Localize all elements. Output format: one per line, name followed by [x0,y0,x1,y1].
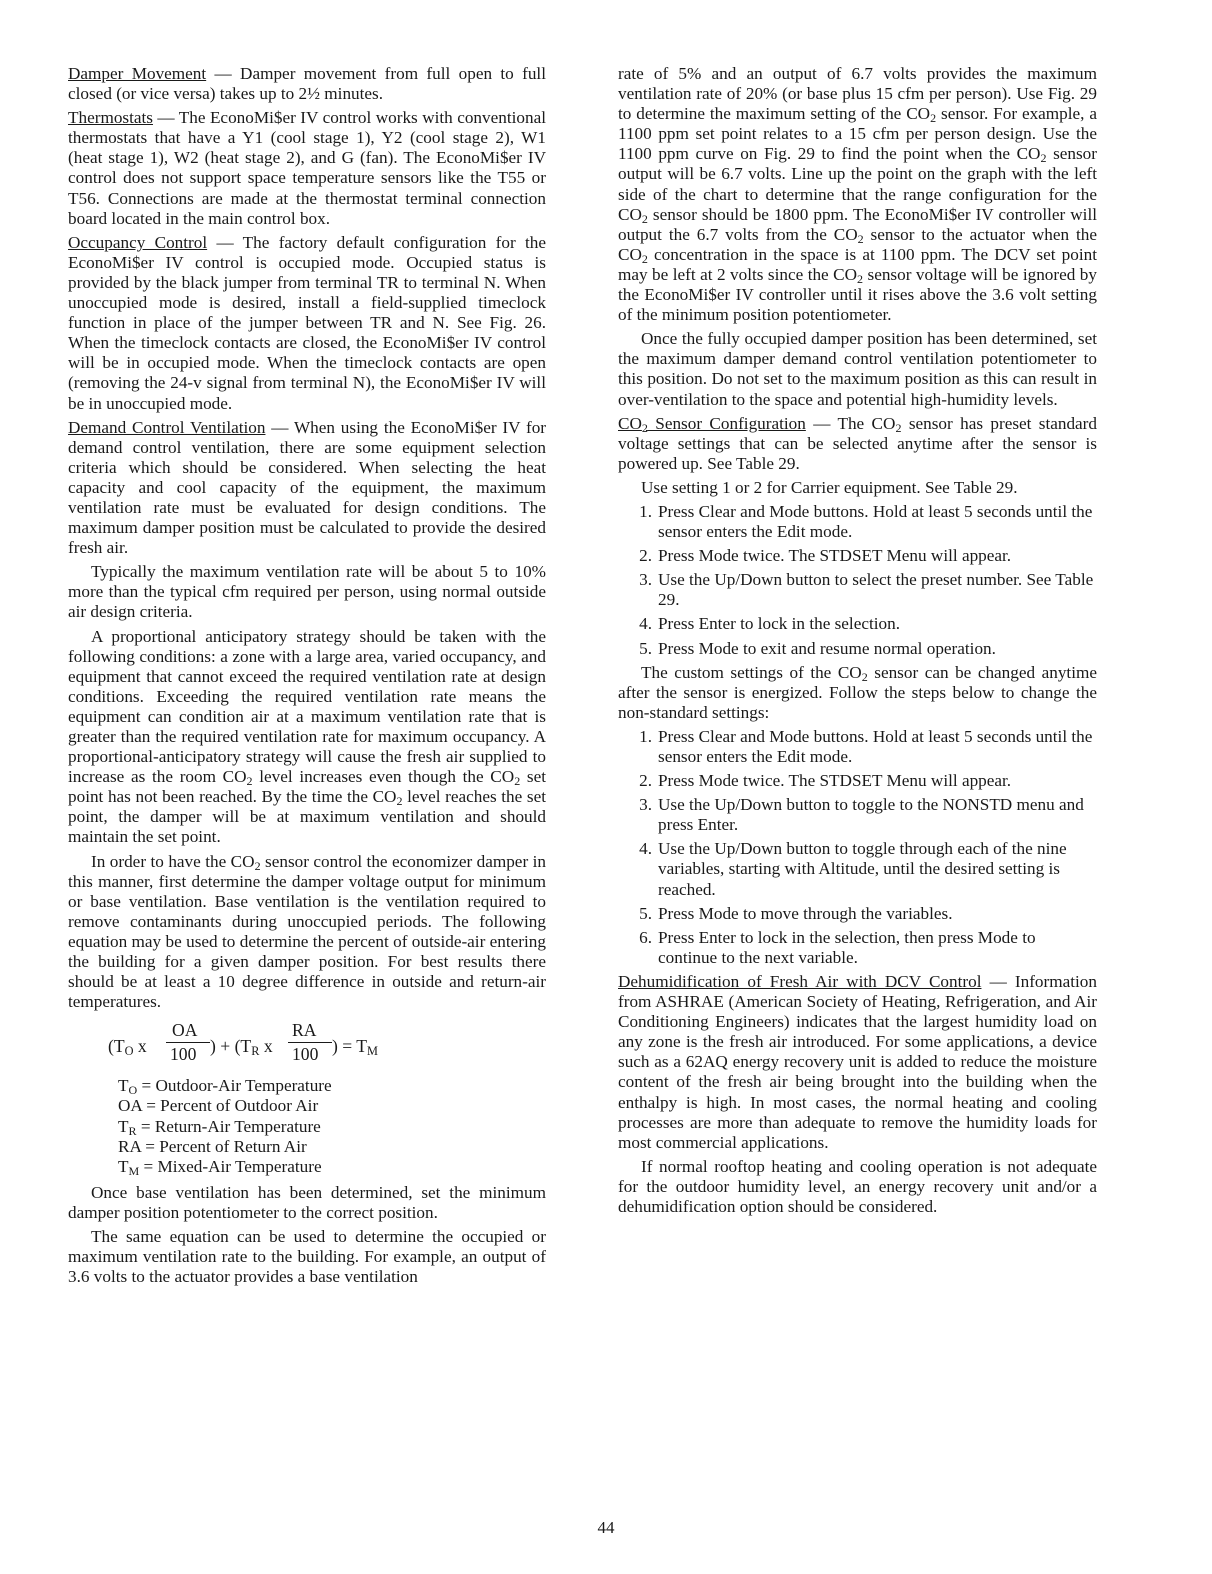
step-number: 6. [639,927,652,947]
text: set point has not been reached. By the time the CO [68,767,546,807]
step-number: 2. [639,546,652,566]
text: CO [618,413,642,433]
text: concentration in the space is at 1100 ppm. The DCV set point may be left at 2 volts since the CO [618,244,1097,284]
formula-text: (T [108,1036,125,1057]
formula-denominator: 100 [292,1044,319,1065]
paragraph-demand-control-ventilation [68,418,546,559]
text: sensor. For example, a 1100 ppm set point relates to a 15 cfm per person design. Use the 1100 ppm curve on Fig. 29 to find the point when the CO [618,104,1097,164]
text: level reaches the set point, the damper will be at maximum ventilation and should maintain the set point. [68,787,546,847]
text: — The factory default configuration for the EconoMi$er IV control is occupied mode. Occupied status is provided by the black jumper from terminal TR to terminal N. When unoccupied mode is desired, install a field-supplied timeclock function in place of the jumper between TR and N. See Fig. 26. When the timeclock contacts are closed, the EconoMi$er IV control will be in occupied mode. When the timeclock contacts are open (removing the 24-v signal from terminal N), the EconoMi$er IV will be in unoccupied mode. [68,232,546,413]
symbol: OA [118,1096,142,1116]
symbol: T [118,1116,129,1136]
definition-text: = Percent of Outdoor Air [141,1096,319,1116]
paragraph-custom-settings [618,663,1097,723]
list-item [618,928,1097,968]
subscript: 2 [396,794,403,809]
text: Sensor Configuration [647,413,806,433]
text: A proportional anticipatory strategy should be taken with the following conditions: a zone with a large area, varied occupancy, and equipment that cannot exceed the required ventilation rate at design conditions. Exceeding the required ventilation rate means the equipment can condition air at a maximum ventilation rate that is greater than the required ventilation rate for maximum occupancy. A proportional-anticipatory strategy will cause the fresh air supplied to increase as the room CO [68,626,546,787]
formula-text: x [263,1036,273,1057]
subscript: 2 [857,231,864,246]
subscript: M [367,1044,378,1059]
subscript: 2 [641,420,648,435]
step-text: Use the Up/Down button to select the preset number. See Table 29. [658,570,1094,610]
step-number: 4. [639,839,652,859]
paragraph-fully-occupied: Once the fully occupied damper position has been determined, set the maximum damper demand control ventilation potentiometer to this position. Do not set to the maximum position as this can result in over-ventilation to the space and potential high-humidity levels. [618,329,1097,409]
text: sensor has preset standard voltage settings that can be selected anytime after the sensor is powered up. See Table 29. [618,413,1098,473]
text: sensor can be changed anytime after the sensor is energized. Follow the steps below to change the non-standard settings: [618,662,1097,722]
step-text: Press Clear and Mode buttons. Hold at least 5 seconds until the sensor enters the Edit mode. [658,726,1093,766]
list-item [618,771,1097,791]
formula-numerator-ra: RA [292,1020,317,1041]
fraction-bar [166,1042,210,1043]
formula-text: ) = T [332,1036,368,1057]
text: — Damper movement from full open to full closed (or vice versa) takes up to 2½ minutes. [68,64,546,104]
formula-numerator-oa: OA [172,1020,198,1041]
mixed-air-equation [68,1020,546,1072]
list-item [618,795,1097,835]
definition-to [118,1076,546,1096]
paragraph-energy-recovery: If normal rooftop heating and cooling operation is not adequate for the outdoor humidity level, an energy recovery unit and/or a dehumidification option should be considered. [618,1156,1097,1216]
subscript: 2 [930,111,937,126]
paragraph-base-ventilation: Once base ventilation has been determined, set the minimum damper position potentiometer to the correct position. [68,1182,546,1222]
symbol: T [118,1076,129,1096]
list-item [618,546,1097,566]
step-number: 4. [639,614,652,634]
heading-thermostats: Thermostats [68,108,153,128]
text: — Information from ASHRAE (American Society of Heating, Refrigeration, and Air Conditioning Engineers) indicates that the largest humidity load on any zone is the fresh air introduced. For some applications, a device such as a 62AQ energy recovery unit is added to reduce the moisture content of the fresh air being brought into the building when the enthalpy is high. In most cases, the normal heating and cooling processes are more than adequate to remove the humidity loads for most commercial applications. [618,971,1097,1152]
subscript: R [251,1044,260,1059]
step-text: Press Mode to exit and resume normal operation. [658,638,996,658]
list-item [618,904,1097,924]
list-item [618,502,1097,542]
subscript: O [124,1044,134,1059]
subscript: R [128,1123,137,1138]
step-number: 3. [639,795,652,815]
formula-text: ) + (T [210,1036,252,1057]
paragraph-use-setting: Use setting 1 or 2 for Carrier equipment. See Table 29. [641,477,1018,497]
formula-denominator: 100 [170,1044,197,1065]
paragraph-same-equation: The same equation can be used to determine the occupied or maximum ventilation rate to the building. For example, an output of 3.6 volts to the actuator provides a base ventilation [68,1226,546,1287]
paragraph-occupancy-control [68,233,546,414]
heading-demand-control-ventilation: Demand Control Ventilation [68,417,266,437]
paragraph-dehumidification [618,972,1097,1153]
symbol: T [118,1156,129,1176]
paragraph-thermostats [68,108,546,229]
text: — When using the EconoMi$er IV for demand control ventilation, there are some equipment selection criteria which should be considered. When selecting the heat capacity and cool capacity of the equipment, the maximum ventilation rate must be evaluated for design conditions. The maximum damper position must be calculated to provide the desired fresh air. [68,417,547,558]
text: level increases even though the CO [252,767,515,787]
fraction-bar [288,1042,332,1043]
symbol: RA [118,1136,141,1156]
page-number: 44 [597,1518,615,1537]
list-item [618,614,1097,634]
step-number: 2. [639,771,652,791]
step-text: Press Clear and Mode buttons. Hold at least 5 seconds until the sensor enters the Edit mode. [658,501,1093,542]
step-text: Press Mode twice. The STDSET Menu will appear. [658,546,1012,566]
formula-text: x [137,1036,147,1057]
definition-text: = Mixed-Air Temperature [139,1156,322,1176]
text: The custom settings of the CO [641,662,862,682]
subscript: 2 [246,774,253,789]
definition-text: = Outdoor-Air Temperature [137,1076,332,1096]
list-item [618,570,1097,610]
definition-oa [118,1096,546,1116]
paragraph-sensor-control [68,852,546,1013]
definition-tm [118,1157,546,1177]
subscript: 2 [641,211,648,226]
definition-ra [118,1137,546,1157]
heading-dehumidification: Dehumidification of Fresh Air with DCV Control [618,971,982,991]
definition-tr [118,1117,546,1137]
step-number: 5. [639,903,652,923]
formula-part [108,1036,147,1059]
subscript: 2 [895,420,902,435]
text: sensor to the actuator when the CO [618,224,1097,264]
text: In order to have the CO [91,851,255,871]
heading-occupancy-control: Occupancy Control [68,232,208,252]
list-item [618,839,1097,899]
list-item [618,727,1097,767]
step-text: Press Mode twice. The STDSET Menu will appear. [658,771,1012,791]
equation-definitions [118,1076,546,1176]
text: sensor output will be 6.7 volts. Line up the point on the graph with the left side of the chart to determine that the range configuration for the CO [618,144,1097,224]
text: — The EconoMi$er IV control works with conventional thermostats that have a Y1 (cool stage 1), Y2 (cool stage 2), W1 (heat stage 1), W2 (heat stage 2), and G (fan). The EconoMi$er IV control does not support space temperature sensors like the T55 or T56. Connections are made at the thermostat terminal connection board located in the main control box. [68,108,546,228]
text: rate of 5% and an output of 6.7 volts provides the maximum ventilation rate of 20% (or base plus 15 cfm per person). Use Fig. 29 to determine the maximum setting of the CO [618,64,1097,124]
subscript: O [128,1083,138,1098]
definition-text: = Return-Air Temperature [136,1116,321,1136]
definition-text: = Percent of Return Air [140,1136,307,1156]
list-item [618,639,1097,659]
subscript: 2 [857,271,864,286]
text: — The CO [805,413,896,433]
formula-part [332,1036,378,1059]
paragraph-max-ventilation [618,64,1097,325]
paragraph-damper-movement [68,64,546,104]
preset-steps-list [618,502,1097,659]
paragraph-proportional-strategy [68,627,546,848]
subscript: 2 [254,858,261,873]
right-column [618,64,1097,1221]
left-column [68,64,546,1291]
subscript: 2 [641,251,648,266]
step-number: 1. [639,726,652,746]
heading-damper-movement: Damper Movement [68,64,207,83]
heading-co2-sensor-configuration [618,414,806,433]
text: sensor control the economizer damper in this manner, first determine the damper voltage output for minimum or base ventilation. Base ventilation is the ventilation required to remove contaminants during unoccupied periods. The following equation may be used to determine the percent of outside-air entering the building for a given damper position. For best results there should be at least a 10 degree difference in outside and return-air temperatures. [68,851,546,1012]
step-text: Use the Up/Down button to toggle through each of the nine variables, starting with Altitude, until the desired setting is reached. [658,839,1067,899]
step-text: Press Enter to lock in the selection, then press Mode to continue to the next variable. [658,927,1036,967]
step-number: 5. [639,638,652,658]
paragraph-typical-ventilation: Typically the maximum ventilation rate will be about 5 to 10% more than the typical cfm required per person, using normal outside air design criteria. [68,562,546,622]
step-number: 1. [639,501,652,521]
custom-steps-list [618,727,1097,968]
subscript: M [128,1163,140,1178]
subscript: 2 [1040,151,1047,166]
text: sensor should be 1800 ppm. The EconoMi$er IV controller will output the 6.7 volts from the CO [618,204,1097,244]
text: sensor voltage will be ignored by the EconoMi$er IV controller until it rises above the 3.6 volt setting of the minimum position potentiometer. [618,264,1097,325]
subscript: 2 [861,669,868,684]
step-number: 3. [639,570,652,590]
subscript: 2 [514,774,521,789]
step-text: Press Enter to lock in the selection. [658,614,901,634]
step-text: Use the Up/Down button to toggle to the NONSTD menu and press Enter. [658,795,1084,835]
formula-part [210,1036,273,1059]
paragraph-co2-sensor-configuration [618,414,1097,474]
step-text: Press Mode to move through the variables. [658,903,953,923]
